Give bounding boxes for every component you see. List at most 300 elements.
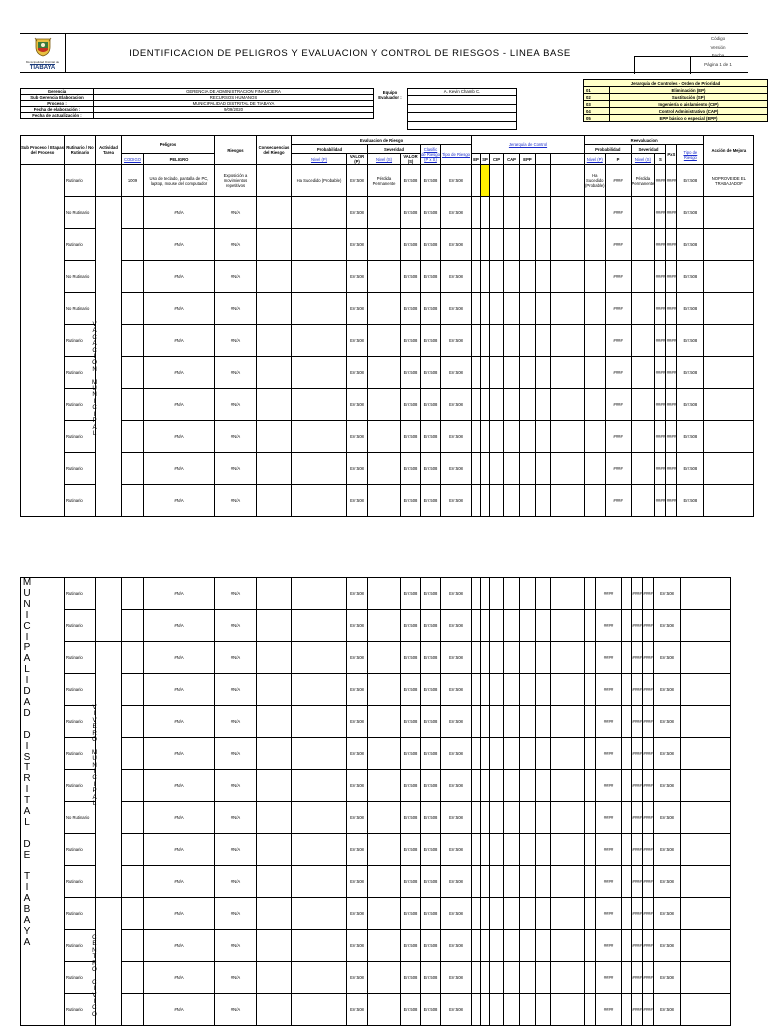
re-s-cell: #### [632, 642, 643, 674]
epp-cell [520, 610, 536, 642]
re-s-cell: #### [632, 930, 643, 962]
spacer-cell [551, 578, 585, 610]
re-nivel-p-cell [585, 642, 596, 674]
riesgo-cell: #N/A [215, 485, 257, 517]
sp-cell [481, 674, 490, 706]
re-s-cell: #### [632, 770, 643, 802]
clasif-cell: Err:508 [421, 357, 441, 389]
tipo-cell: Err:508 [441, 898, 472, 930]
ep-cell [472, 293, 481, 325]
col-evaluacion: Evaluacion de Riesgo [292, 136, 472, 145]
col-spacer [536, 154, 551, 165]
clasif-cell: Err:508 [421, 834, 441, 866]
codigo-cell [122, 197, 144, 229]
valor-p-cell: Err:508 [347, 578, 368, 610]
table-row [21, 834, 731, 866]
clasif-cell: Err:508 [421, 453, 441, 485]
table-row [21, 325, 754, 357]
re-nivel-s-cell [631, 293, 655, 325]
cip-cell [490, 325, 504, 357]
riesgo-cell: #N/A [215, 421, 257, 453]
re-nivel-p-cell [585, 674, 596, 706]
epp-cell [520, 642, 536, 674]
info-row [21, 113, 374, 119]
valor-s-cell: Err:508 [401, 962, 421, 994]
peligro-cell: #N/A [144, 994, 215, 1026]
consecuencia-cell [257, 802, 292, 834]
re-p-cell: #### [596, 962, 622, 994]
peligro-cell: #N/A [144, 229, 215, 261]
epp-cell [520, 898, 536, 930]
col-re-s: S [655, 154, 666, 165]
re-nivel-s-cell [631, 485, 655, 517]
re-p-cell: #### [605, 453, 631, 485]
ep-cell [472, 197, 481, 229]
tipo-cell: Err:508 [441, 389, 472, 421]
re-s-cell: #### [655, 261, 666, 293]
epp-cell [520, 866, 536, 898]
table-row [21, 642, 731, 674]
accion-cell [681, 674, 731, 706]
re-nivel-p-cell [585, 197, 606, 229]
spacer-cell [536, 357, 551, 389]
hierarchy-row [584, 108, 768, 115]
col-re-probabilidad: Probabilidad [585, 145, 632, 154]
spacer-cell [551, 898, 585, 930]
codigo-cell [122, 578, 144, 610]
info-value: RECURSOS HUMANOS [94, 95, 374, 101]
accion-cell [681, 994, 731, 1026]
clasif-cell: Err:508 [421, 261, 441, 293]
cip-cell [490, 642, 504, 674]
nivel-s-cell [368, 642, 401, 674]
re-pxs-cell: #### [643, 834, 654, 866]
codigo-cell [122, 485, 144, 517]
tipo-cell: Err:508 [441, 261, 472, 293]
clasif-cell: Err:508 [421, 578, 441, 610]
sp-cell [481, 802, 490, 834]
re-nivel-p-cell [585, 453, 606, 485]
nivel-s-cell [368, 325, 401, 357]
valor-s-cell: Err:508 [401, 261, 421, 293]
re-tipo-cell: Err:508 [654, 930, 681, 962]
cap-cell [504, 229, 520, 261]
codigo-cell [122, 962, 144, 994]
sp-cell [481, 197, 490, 229]
info-label: Proceso : [21, 101, 94, 107]
accion-cell [681, 610, 731, 642]
meta-version: Versión [710, 44, 726, 50]
nivel-s-cell [368, 610, 401, 642]
spacer-cell [551, 421, 585, 453]
rutina-cell: No Rutinario [65, 197, 96, 229]
re-nivel-s-cell: Pérdida Permanente [631, 165, 655, 197]
valor-s-cell: Err:508 [401, 229, 421, 261]
tipo-cell: Err:508 [441, 229, 472, 261]
rutina-cell: Rutinario [65, 610, 96, 642]
table-row [21, 706, 731, 738]
accion-cell [681, 802, 731, 834]
codigo-cell [122, 738, 144, 770]
codigo-cell [122, 229, 144, 261]
re-p-cell: #### [596, 642, 622, 674]
table-row [21, 453, 754, 485]
re-tipo-cell: Err:508 [677, 165, 704, 197]
accion-cell [704, 389, 754, 421]
hierarchy-label: Control Administrativo (CAP) [610, 108, 768, 115]
meta-code: Código [710, 36, 726, 41]
nivel-p-cell [292, 674, 347, 706]
re-s-cell: #### [632, 962, 643, 994]
accion-cell [704, 357, 754, 389]
nivel-s-cell [368, 866, 401, 898]
consecuencia-cell [257, 610, 292, 642]
epp-cell [520, 802, 536, 834]
spacer-cell [551, 389, 585, 421]
riesgo-cell: #N/A [215, 994, 257, 1026]
info-label: Fecha de elaboración : [21, 107, 94, 113]
accion-cell [704, 421, 754, 453]
sp-cell [481, 293, 490, 325]
re-tipo-cell: Err:508 [654, 578, 681, 610]
table-row [21, 578, 731, 610]
consecuencia-cell [257, 197, 292, 229]
coat-of-arms-icon [32, 36, 54, 58]
valor-s-cell: Err:508 [401, 197, 421, 229]
re-tipo-cell: Err:508 [654, 738, 681, 770]
info-label: Fecha de actualización : [21, 113, 94, 119]
col-jerarquia-link[interactable]: Jerarquía de Control [472, 136, 585, 154]
peligro-cell: #N/A [144, 642, 215, 674]
spacer-cell [551, 610, 585, 642]
table-row [21, 962, 731, 994]
re-tipo-cell: Err:508 [677, 293, 704, 325]
col-nivel-p: Nivel (P) [292, 154, 347, 165]
sp-cell [481, 610, 490, 642]
codigo-cell [122, 293, 144, 325]
tipo-cell: Err:508 [441, 578, 472, 610]
cap-cell [504, 578, 520, 610]
rutina-cell: Rutinario [65, 389, 96, 421]
re-nivel-p-cell [585, 962, 596, 994]
spacer-cell [536, 674, 551, 706]
re-s-cell: #### [632, 578, 643, 610]
cip-cell [490, 357, 504, 389]
rutina-cell: Rutinario [65, 834, 96, 866]
spacer-cell [536, 578, 551, 610]
nivel-p-cell [292, 642, 347, 674]
re-pxs-cell: #### [666, 197, 677, 229]
actividad-cell [96, 642, 122, 898]
nivel-s-cell [368, 802, 401, 834]
spacer-cell [536, 229, 551, 261]
codigo-cell [122, 389, 144, 421]
evaluator-extra-lines [407, 96, 517, 130]
actividad-cell [96, 898, 122, 1026]
activity-vertical-label-1: V A C A C I O N M U N I C I P A L [92, 321, 98, 437]
hierarchy-title: Jerarquía de Controles - Orden de Prioridad [584, 80, 768, 87]
ep-cell [472, 485, 481, 517]
spacer-cell [536, 389, 551, 421]
cip-cell [490, 485, 504, 517]
consecuencia-cell [257, 770, 292, 802]
re-tipo-cell: Err:508 [677, 389, 704, 421]
nivel-p-cell [292, 197, 347, 229]
rutina-cell: No Rutinario [65, 293, 96, 325]
valor-s-cell: Err:508 [401, 706, 421, 738]
valor-p-cell: Err:508 [347, 325, 368, 357]
peligro-cell: #N/A [144, 293, 215, 325]
nivel-p-cell [292, 770, 347, 802]
re-tipo-cell: Err:508 [654, 642, 681, 674]
peligro-cell: #N/A [144, 357, 215, 389]
re-nivel-s-cell [622, 834, 632, 866]
re-pxs-cell: #### [666, 325, 677, 357]
table-row [21, 674, 731, 706]
nivel-p-cell [292, 421, 347, 453]
valor-s-cell: Err:508 [401, 802, 421, 834]
clasif-cell: Err:508 [421, 866, 441, 898]
nivel-s-cell [368, 293, 401, 325]
table-row [21, 357, 754, 389]
cap-cell [504, 642, 520, 674]
riesgo-cell: #N/A [215, 802, 257, 834]
re-tipo-cell: Err:508 [654, 834, 681, 866]
nivel-s-cell [368, 229, 401, 261]
re-p-cell: #### [605, 293, 631, 325]
tipo-cell: Err:508 [441, 706, 472, 738]
ep-cell [472, 674, 481, 706]
riesgo-cell: #N/A [215, 930, 257, 962]
cip-cell [490, 930, 504, 962]
table-row [21, 165, 754, 197]
cip-cell [490, 261, 504, 293]
peligro-cell: #N/A [144, 421, 215, 453]
consecuencia-cell [257, 325, 292, 357]
valor-s-cell: Err:508 [401, 770, 421, 802]
table-row [21, 866, 731, 898]
re-p-cell: #### [596, 770, 622, 802]
spacer-cell [536, 197, 551, 229]
clasif-cell: Err:508 [421, 962, 441, 994]
re-p-cell: #### [596, 674, 622, 706]
nivel-p-cell [292, 610, 347, 642]
hierarchy-row [584, 101, 768, 108]
actividad-cell [96, 578, 122, 642]
info-value: GERENCIA DE ADMINISTRACION FINANCIERA [94, 89, 374, 95]
rutina-cell: No Rutinario [65, 802, 96, 834]
spacer-cell [551, 738, 585, 770]
re-nivel-p-cell [585, 389, 606, 421]
clasif-cell: Err:508 [421, 485, 441, 517]
cip-cell [490, 389, 504, 421]
ep-cell [472, 229, 481, 261]
valor-p-cell: Err:508 [347, 421, 368, 453]
re-nivel-s-cell [622, 962, 632, 994]
tipo-cell: Err:508 [441, 834, 472, 866]
valor-p-cell: Err:508 [347, 261, 368, 293]
re-nivel-p-cell [585, 866, 596, 898]
riesgo-cell: #N/A [215, 706, 257, 738]
riesgo-cell: Exposición a movimientos repetitivos [215, 165, 257, 197]
sp-cell [481, 898, 490, 930]
spacer-cell [551, 453, 585, 485]
clasif-cell: Err:508 [421, 610, 441, 642]
consecuencia-cell [257, 930, 292, 962]
nivel-p-cell [292, 357, 347, 389]
col-tipo-riesgo: Tipo de Riesgo [441, 145, 472, 165]
valor-s-cell: Err:508 [401, 898, 421, 930]
info-value [94, 113, 374, 119]
consecuencia-cell [257, 962, 292, 994]
cip-cell [490, 165, 504, 197]
re-nivel-p-cell [585, 898, 596, 930]
nivel-s-cell [368, 578, 401, 610]
valor-s-cell: Err:508 [401, 834, 421, 866]
consecuencia-cell [257, 357, 292, 389]
col-re-nivel-s: Nivel (S) [631, 154, 655, 165]
re-nivel-p-cell [585, 578, 596, 610]
clasif-cell: Err:508 [421, 738, 441, 770]
control-hierarchy-table [583, 79, 768, 122]
consecuencia-cell [257, 706, 292, 738]
re-nivel-s-cell [622, 930, 632, 962]
codigo-cell [122, 674, 144, 706]
riesgo-cell: #N/A [215, 293, 257, 325]
sp-cell [481, 962, 490, 994]
hierarchy-code: 03 [584, 101, 610, 108]
tipo-cell: Err:508 [441, 674, 472, 706]
col-sp: SP [481, 154, 490, 165]
re-tipo-cell: Err:508 [677, 421, 704, 453]
sp-cell [481, 389, 490, 421]
clasif-cell: Err:508 [421, 197, 441, 229]
col-codigo: CODIGO [122, 154, 144, 165]
nivel-s-cell [368, 357, 401, 389]
peligro-cell: #N/A [144, 802, 215, 834]
evaluator-value: A. Kevin Chamb C. [407, 88, 517, 96]
valor-p-cell: Err:508 [347, 898, 368, 930]
riesgo-cell: #N/A [215, 962, 257, 994]
nivel-p-cell [292, 866, 347, 898]
tipo-cell: Err:508 [441, 325, 472, 357]
re-p-cell: #### [605, 229, 631, 261]
sp-cell [481, 453, 490, 485]
nivel-p-cell [292, 738, 347, 770]
hierarchy-code: 02 [584, 94, 610, 101]
re-pxs-cell: #### [643, 930, 654, 962]
rutina-cell: Rutinario [65, 165, 96, 197]
nivel-s-cell [368, 834, 401, 866]
re-s-cell: #### [655, 165, 666, 197]
nivel-s-cell [368, 994, 401, 1026]
re-s-cell: #### [632, 706, 643, 738]
re-nivel-p-cell [585, 421, 606, 453]
re-s-cell: #### [655, 453, 666, 485]
re-pxs-cell: #### [643, 962, 654, 994]
riesgo-cell: #N/A [215, 357, 257, 389]
spacer-cell [551, 229, 585, 261]
re-nivel-p-cell [585, 994, 596, 1026]
re-nivel-s-cell [631, 453, 655, 485]
sp-cell [481, 642, 490, 674]
ep-cell [472, 706, 481, 738]
rutina-cell: Rutinario [65, 578, 96, 610]
spacer-cell [536, 898, 551, 930]
valor-s-cell: Err:508 [401, 610, 421, 642]
spacer-cell [551, 165, 585, 197]
peligro-cell: #N/A [144, 453, 215, 485]
valor-p-cell: Err:508 [347, 642, 368, 674]
cip-cell [490, 802, 504, 834]
spacer-cell [551, 866, 585, 898]
re-tipo-cell: Err:508 [677, 229, 704, 261]
valor-s-cell: Err:508 [401, 930, 421, 962]
spacer-cell [536, 962, 551, 994]
re-pxs-cell: #### [643, 898, 654, 930]
consecuencia-cell [257, 261, 292, 293]
sp-cell [481, 770, 490, 802]
valor-p-cell: Err:508 [347, 866, 368, 898]
re-nivel-p-cell [585, 610, 596, 642]
nivel-p-cell [292, 898, 347, 930]
clasif-cell: Err:508 [421, 674, 441, 706]
process-info-table [20, 88, 374, 119]
epp-cell [520, 578, 536, 610]
re-pxs-cell: #### [666, 293, 677, 325]
codigo-cell [122, 802, 144, 834]
nivel-s-cell [368, 930, 401, 962]
re-tipo-cell: Err:508 [677, 453, 704, 485]
valor-s-cell: Err:508 [401, 738, 421, 770]
sp-cell [481, 834, 490, 866]
tipo-cell: Err:508 [441, 453, 472, 485]
valor-p-cell: Err:508 [347, 706, 368, 738]
accion-cell [704, 293, 754, 325]
tipo-cell: Err:508 [441, 197, 472, 229]
spacer-cell [536, 738, 551, 770]
re-s-cell: #### [655, 389, 666, 421]
valor-p-cell: Err:508 [347, 610, 368, 642]
re-pxs-cell: #### [666, 165, 677, 197]
nivel-s-cell [368, 485, 401, 517]
cip-cell [490, 453, 504, 485]
codigo-cell: 1009 [122, 165, 144, 197]
process-vertical-label: M U N I C I P A L I D A D D I S T R I T A L D E T I A B A Y A [22, 577, 32, 948]
re-nivel-s-cell [631, 261, 655, 293]
re-p-cell: #### [605, 197, 631, 229]
ep-cell [472, 610, 481, 642]
cap-cell [504, 261, 520, 293]
riesgo-cell: #N/A [215, 834, 257, 866]
valor-s-cell: Err:508 [401, 421, 421, 453]
clasif-cell: Err:508 [421, 898, 441, 930]
risk-table-block-2 [20, 577, 731, 1026]
epp-cell [520, 930, 536, 962]
table-row [21, 738, 731, 770]
re-nivel-s-cell [631, 229, 655, 261]
valor-s-cell: Err:508 [401, 674, 421, 706]
cip-cell [490, 962, 504, 994]
codigo-cell [122, 261, 144, 293]
col-riesgos: Riesgos [215, 136, 257, 165]
nivel-s-cell [368, 261, 401, 293]
sp-cell [481, 261, 490, 293]
cap-cell [504, 770, 520, 802]
hierarchy-row [584, 94, 768, 101]
info-value: 9/09/2020 [94, 107, 374, 113]
col-consecuencias: Consecuencias del Riesgo [257, 136, 292, 165]
